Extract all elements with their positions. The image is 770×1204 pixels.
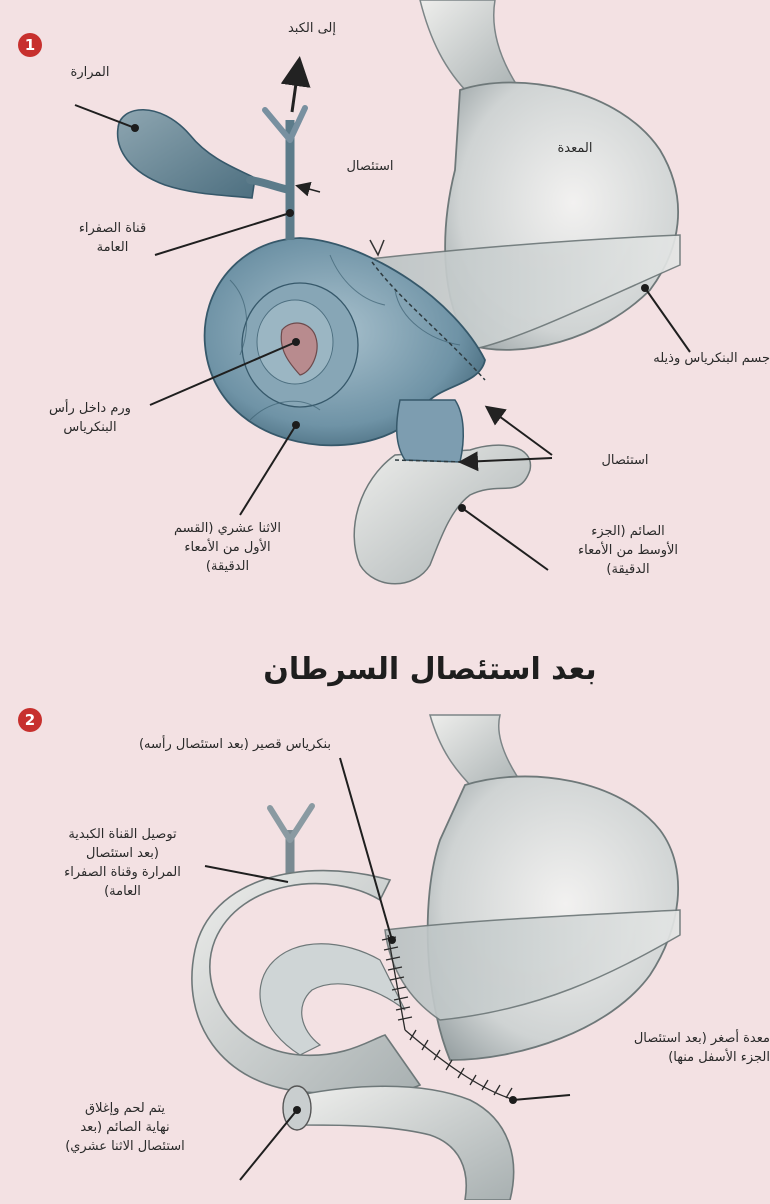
- label-short-pancreas: بنكرياس قصير (بعد استئصال رأسه): [138, 737, 332, 752]
- label-gallbladder: المرارة: [70, 65, 110, 80]
- section-title: بعد استئصال السرطان: [263, 652, 597, 687]
- panel-2-illustration: [192, 715, 680, 1200]
- leader-pancreas-body: [645, 288, 690, 352]
- label-smaller-stomach: معدة أصغر (بعد استئصال الجزء الأسفل منها): [633, 1031, 770, 1065]
- label-jejunum: الصائم (الجزء الأوسط من الأمعاء الدقيقة): [578, 524, 678, 577]
- to-liver-arrow: [292, 62, 299, 112]
- leader-small-stomach: [513, 1095, 570, 1100]
- panel-1-illustration: [75, 0, 690, 584]
- jejunum: [354, 445, 530, 584]
- gallbladder: [118, 110, 255, 198]
- label-tumor: ورم داخل رأس البنكرياس: [49, 401, 131, 435]
- label-duodenum: الاثنا عشري (القسم الأول من الأمعاء الدقيقة): [174, 521, 281, 574]
- leader-jejunum: [462, 508, 548, 570]
- leader-duodenum: [240, 425, 296, 515]
- label-common-bile-duct: قناة الصفراء العامة: [78, 221, 147, 255]
- resection-arrowhead: [370, 240, 384, 255]
- leader-short-pancreas: [340, 758, 392, 940]
- panel-2-number-badge: 2: [18, 708, 42, 732]
- esophagus: [420, 0, 520, 95]
- label-bile-duct-anastomosis: توصيل القناة الكبدية (بعد استئصال المرارة وقناة الصفراء العامة): [64, 827, 181, 899]
- hepatic-duct-branches: [265, 108, 305, 140]
- label-jejunum-closure: يتم لحم وإغلاق نهاية الصائم (بعد استئصال الاثنا عشري): [65, 1101, 185, 1154]
- label-pancreas-body-tail: جسم البنكرياس وذيله: [653, 351, 770, 366]
- hepatic-branches-2: [270, 806, 312, 840]
- intestine-lower: [300, 1086, 514, 1200]
- resection-arrow-top: [298, 186, 320, 192]
- label-resection-top: استئصال: [346, 159, 394, 174]
- label-to-liver: إلى الكبد: [287, 21, 337, 36]
- leader-jejunum-closure: [240, 1110, 297, 1180]
- label-stomach: المعدة: [557, 141, 593, 156]
- label-resection-bottom: استئصال: [601, 453, 649, 468]
- panel-1-number-badge: 1: [18, 33, 42, 57]
- cystic-duct: [250, 180, 290, 190]
- duodenum-lower: [397, 400, 464, 462]
